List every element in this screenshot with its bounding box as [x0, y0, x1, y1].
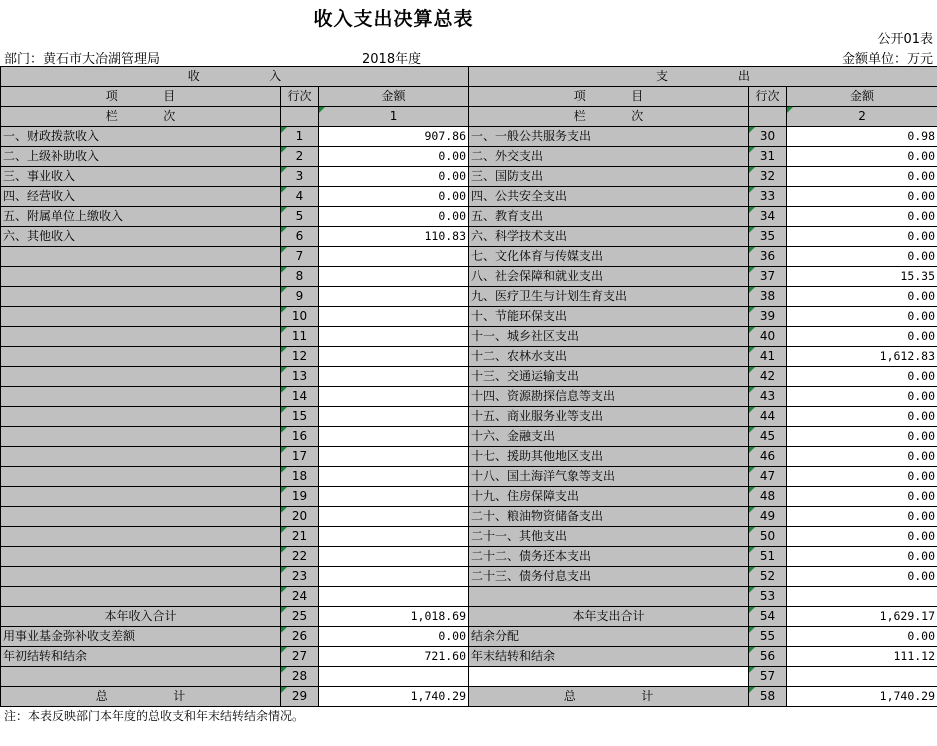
table-body	[1, 127, 937, 607]
summary-row	[1, 647, 937, 667]
item-left: 项	[105, 89, 118, 103]
expense-item-name: 二十二、债务还本支出	[469, 547, 749, 567]
table-row	[1, 347, 937, 367]
expense-amount: 0.00	[787, 167, 937, 187]
income-item-name	[1, 447, 281, 467]
table-row	[1, 267, 937, 287]
header-row-columns	[1, 87, 937, 107]
income-column-blank	[281, 107, 319, 127]
expense-line-number: 36	[749, 247, 787, 267]
table-row	[1, 467, 937, 487]
expense-line-number: 30	[749, 127, 787, 147]
income-item-name	[1, 327, 281, 347]
income-amount	[319, 407, 469, 427]
expense-summary-name	[469, 667, 749, 687]
income-line-number: 15	[281, 407, 319, 427]
income-line-number: 12	[281, 347, 319, 367]
expense-line-number: 31	[749, 147, 787, 167]
income-total-label	[1, 687, 281, 707]
table-row	[1, 587, 937, 607]
table-row	[1, 307, 937, 327]
income-line-number: 16	[281, 427, 319, 447]
income-line-number: 23	[281, 567, 319, 587]
page-title: 收入支出决算总表	[313, 8, 474, 30]
expense-summary-name: 本年支出合计	[469, 607, 749, 627]
income-amount	[319, 567, 469, 587]
expense-column-number: 2	[787, 107, 937, 127]
income-amount	[319, 287, 469, 307]
income-amount	[319, 267, 469, 287]
income-item-name	[1, 307, 281, 327]
income-summary-line: 28	[281, 667, 319, 687]
income-section-header	[1, 67, 469, 87]
total-row	[1, 687, 937, 707]
income-amount	[319, 467, 469, 487]
col-left: 栏	[573, 109, 586, 123]
income-line-number: 21	[281, 527, 319, 547]
income-item-name	[1, 507, 281, 527]
expense-item-name: 十一、城乡社区支出	[469, 327, 749, 347]
income-item-name: 三、事业收入	[1, 167, 281, 187]
income-line-number: 13	[281, 367, 319, 387]
income-item-name	[1, 367, 281, 387]
income-summary-name	[1, 667, 281, 687]
item-right: 目	[631, 89, 644, 103]
income-item-name	[1, 247, 281, 267]
income-summary-amount: 1,018.69	[319, 607, 469, 627]
expense-header-right: 出	[738, 69, 751, 83]
income-line-number: 18	[281, 467, 319, 487]
expense-summary-amount: 111.12	[787, 647, 937, 667]
expense-line-number: 50	[749, 527, 787, 547]
expense-line-number: 46	[749, 447, 787, 467]
table-row	[1, 187, 937, 207]
income-line-number: 19	[281, 487, 319, 507]
expense-header-left: 支	[656, 69, 669, 83]
income-line-number: 1	[281, 127, 319, 147]
income-item-name	[1, 347, 281, 367]
expense-item-name: 十七、援助其他地区支出	[469, 447, 749, 467]
table-row	[1, 287, 937, 307]
table-row	[1, 447, 937, 467]
expense-amount: 0.00	[787, 527, 937, 547]
expense-column-label	[469, 107, 749, 127]
expense-total-line: 58	[749, 687, 787, 707]
expense-item-name: 十四、资源勘探信息等支出	[469, 387, 749, 407]
header-row-colno	[1, 107, 937, 127]
table-row	[1, 207, 937, 227]
income-amount: 0.00	[319, 147, 469, 167]
income-header-left: 收	[187, 69, 200, 83]
expense-amount: 0.00	[787, 367, 937, 387]
amount-unit: 金额单位：万元	[841, 52, 933, 67]
expense-amount: 0.00	[787, 207, 937, 227]
income-item-name	[1, 527, 281, 547]
expense-item-header	[469, 87, 749, 107]
total-right: 计	[641, 689, 654, 703]
income-amount	[319, 347, 469, 367]
table-row	[1, 367, 937, 387]
income-summary-name: 用事业基金弥补收支差额	[1, 627, 281, 647]
income-item-name	[1, 487, 281, 507]
expense-amount: 0.00	[787, 507, 937, 527]
income-line-number: 5	[281, 207, 319, 227]
expense-line-number: 53	[749, 587, 787, 607]
income-total-line: 29	[281, 687, 319, 707]
expense-line-number: 52	[749, 567, 787, 587]
income-amount	[319, 507, 469, 527]
expense-line-header: 行次	[749, 87, 787, 107]
expense-item-name: 十三、交通运输支出	[469, 367, 749, 387]
expense-line-number: 37	[749, 267, 787, 287]
budget-summary-table	[0, 66, 937, 707]
expense-line-number: 32	[749, 167, 787, 187]
income-item-name	[1, 467, 281, 487]
expense-amount: 0.98	[787, 127, 937, 147]
expense-amount: 15.35	[787, 267, 937, 287]
table-row	[1, 247, 937, 267]
income-item-name	[1, 587, 281, 607]
expense-amount: 0.00	[787, 327, 937, 347]
income-summary-line: 25	[281, 607, 319, 627]
income-line-number: 10	[281, 307, 319, 327]
table-row	[1, 227, 937, 247]
expense-line-number: 47	[749, 467, 787, 487]
income-item-name: 四、经营收入	[1, 187, 281, 207]
income-amount	[319, 387, 469, 407]
item-right: 目	[163, 89, 176, 103]
expense-item-name: 十八、国土海洋气象等支出	[469, 467, 749, 487]
expense-amount: 0.00	[787, 407, 937, 427]
expense-item-name: 十二、农林水支出	[469, 347, 749, 367]
income-item-name: 五、附属单位上缴收入	[1, 207, 281, 227]
total-left: 总	[95, 689, 108, 703]
expense-item-name: 二十三、债务付息支出	[469, 567, 749, 587]
income-amount	[319, 307, 469, 327]
expense-summary-amount	[787, 667, 937, 687]
income-amount-header: 金额	[319, 87, 469, 107]
expense-amount: 0.00	[787, 447, 937, 467]
expense-amount: 0.00	[787, 247, 937, 267]
expense-amount: 0.00	[787, 227, 937, 247]
income-item-name: 一、财政拨款收入	[1, 127, 281, 147]
table-summary	[1, 607, 937, 687]
expense-column-blank	[749, 107, 787, 127]
fiscal-year: 2018年度	[362, 52, 422, 67]
income-item-name	[1, 267, 281, 287]
income-column-label	[1, 107, 281, 127]
table-row	[1, 487, 937, 507]
table-row	[1, 507, 937, 527]
expense-summary-line: 54	[749, 607, 787, 627]
expense-amount: 0.00	[787, 387, 937, 407]
summary-row	[1, 627, 937, 647]
income-item-name: 六、其他收入	[1, 227, 281, 247]
income-amount	[319, 487, 469, 507]
income-amount: 0.00	[319, 207, 469, 227]
income-amount	[319, 587, 469, 607]
income-item-name: 二、上级补助收入	[1, 147, 281, 167]
expense-summary-line: 55	[749, 627, 787, 647]
expense-item-name: 二十一、其他支出	[469, 527, 749, 547]
expense-line-number: 40	[749, 327, 787, 347]
expense-amount: 0.00	[787, 187, 937, 207]
income-summary-amount: 0.00	[319, 627, 469, 647]
expense-item-name: 十、节能环保支出	[469, 307, 749, 327]
income-line-number: 6	[281, 227, 319, 247]
expense-summary-line: 57	[749, 667, 787, 687]
expense-amount: 0.00	[787, 487, 937, 507]
income-summary-line: 27	[281, 647, 319, 667]
expense-summary-amount: 1,629.17	[787, 607, 937, 627]
income-item-name	[1, 567, 281, 587]
income-line-number: 11	[281, 327, 319, 347]
table-total	[1, 687, 937, 707]
income-line-number: 22	[281, 547, 319, 567]
expense-line-number: 34	[749, 207, 787, 227]
income-line-header: 行次	[281, 87, 319, 107]
table-row	[1, 387, 937, 407]
table-row	[1, 327, 937, 347]
expense-item-name: 二十、粮油物资储备支出	[469, 507, 749, 527]
expense-line-number: 48	[749, 487, 787, 507]
income-line-number: 4	[281, 187, 319, 207]
expense-line-number: 43	[749, 387, 787, 407]
income-amount	[319, 447, 469, 467]
income-amount: 0.00	[319, 187, 469, 207]
expense-amount	[787, 587, 937, 607]
expense-item-name: 十六、金融支出	[469, 427, 749, 447]
total-right: 计	[173, 689, 186, 703]
table-row	[1, 527, 937, 547]
income-line-number: 8	[281, 267, 319, 287]
table-row	[1, 427, 937, 447]
header-row-section	[1, 67, 937, 87]
income-amount: 110.83	[319, 227, 469, 247]
expense-amount: 0.00	[787, 287, 937, 307]
expense-section-header	[469, 67, 937, 87]
expense-line-number: 39	[749, 307, 787, 327]
expense-amount: 0.00	[787, 567, 937, 587]
income-total-amount: 1,740.29	[319, 687, 469, 707]
income-summary-name: 本年收入合计	[1, 607, 281, 627]
department-label: 部门：黄石市大冶湖管理局	[4, 52, 161, 67]
expense-total-label	[469, 687, 749, 707]
income-line-number: 17	[281, 447, 319, 467]
expense-item-name: 十五、商业服务业等支出	[469, 407, 749, 427]
income-line-number: 9	[281, 287, 319, 307]
form-number: 公开01表	[877, 32, 933, 47]
table-row	[1, 167, 937, 187]
income-line-number: 24	[281, 587, 319, 607]
income-summary-amount	[319, 667, 469, 687]
income-amount	[319, 527, 469, 547]
income-line-number: 7	[281, 247, 319, 267]
total-left: 总	[563, 689, 576, 703]
table-row	[1, 147, 937, 167]
income-item-name	[1, 547, 281, 567]
col-left: 栏	[105, 109, 118, 123]
expense-item-name: 八、社会保障和就业支出	[469, 267, 749, 287]
expense-amount: 0.00	[787, 307, 937, 327]
expense-item-name	[469, 587, 749, 607]
income-summary-amount: 721.60	[319, 647, 469, 667]
table-row	[1, 567, 937, 587]
income-amount	[319, 427, 469, 447]
income-line-number: 3	[281, 167, 319, 187]
expense-summary-amount: 0.00	[787, 627, 937, 647]
expense-amount: 0.00	[787, 547, 937, 567]
expense-item-name: 三、国防支出	[469, 167, 749, 187]
income-amount	[319, 367, 469, 387]
income-amount	[319, 547, 469, 567]
summary-row	[1, 667, 937, 687]
expense-amount: 0.00	[787, 427, 937, 447]
income-line-number: 14	[281, 387, 319, 407]
table-row	[1, 547, 937, 567]
income-column-number: 1	[319, 107, 469, 127]
expense-amount: 0.00	[787, 467, 937, 487]
income-line-number: 2	[281, 147, 319, 167]
income-item-name	[1, 427, 281, 447]
item-left: 项	[573, 89, 586, 103]
expense-line-number: 42	[749, 367, 787, 387]
expense-line-number: 38	[749, 287, 787, 307]
expense-line-number: 44	[749, 407, 787, 427]
table-row	[1, 407, 937, 427]
expense-line-number: 49	[749, 507, 787, 527]
expense-amount-header: 金额	[787, 87, 937, 107]
expense-amount: 1,612.83	[787, 347, 937, 367]
summary-row	[1, 607, 937, 627]
income-item-name	[1, 287, 281, 307]
income-line-number: 20	[281, 507, 319, 527]
expense-item-name: 四、公共安全支出	[469, 187, 749, 207]
expense-item-name: 六、科学技术支出	[469, 227, 749, 247]
expense-summary-line: 56	[749, 647, 787, 667]
expense-total-amount: 1,740.29	[787, 687, 937, 707]
footnote: 注：本表反映部门本年度的总收支和年末结转结余情况。	[4, 709, 305, 723]
income-summary-line: 26	[281, 627, 319, 647]
income-item-name	[1, 407, 281, 427]
expense-item-name: 一、一般公共服务支出	[469, 127, 749, 147]
expense-line-number: 45	[749, 427, 787, 447]
expense-line-number: 51	[749, 547, 787, 567]
income-header-right: 入	[269, 69, 282, 83]
col-right: 次	[163, 109, 176, 123]
expense-item-name: 九、医疗卫生与计划生育支出	[469, 287, 749, 307]
col-right: 次	[631, 109, 644, 123]
expense-item-name: 二、外交支出	[469, 147, 749, 167]
expense-line-number: 41	[749, 347, 787, 367]
income-amount: 0.00	[319, 167, 469, 187]
expense-summary-name: 年末结转和结余	[469, 647, 749, 667]
income-item-name	[1, 387, 281, 407]
income-item-header	[1, 87, 281, 107]
income-summary-name: 年初结转和结余	[1, 647, 281, 667]
expense-line-number: 35	[749, 227, 787, 247]
expense-item-name: 七、文化体育与传媒支出	[469, 247, 749, 267]
expense-amount: 0.00	[787, 147, 937, 167]
expense-line-number: 33	[749, 187, 787, 207]
income-amount: 907.86	[319, 127, 469, 147]
income-amount	[319, 327, 469, 347]
expense-summary-name: 结余分配	[469, 627, 749, 647]
expense-item-name: 十九、住房保障支出	[469, 487, 749, 507]
income-amount	[319, 247, 469, 267]
table-row	[1, 127, 937, 147]
expense-item-name: 五、教育支出	[469, 207, 749, 227]
